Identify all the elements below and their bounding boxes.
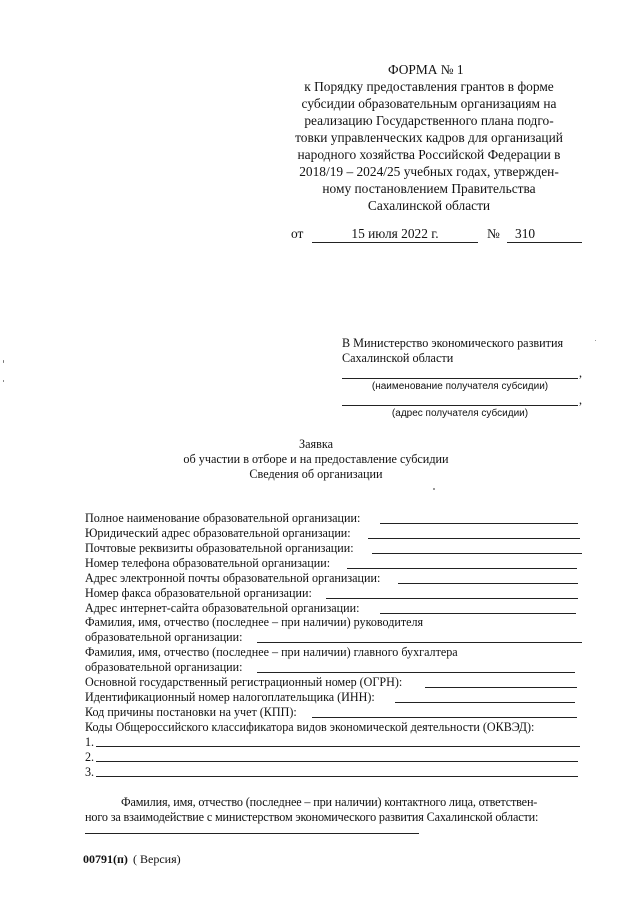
field-director-label-cont: образовательной организации: (85, 630, 243, 644)
field-okved-label: Коды Общероссийского классификатора видов экономической деятельности (ОКВЭД): (85, 720, 535, 734)
footer-code: 00791(п) (83, 852, 128, 866)
recipient-address-field[interactable] (342, 405, 578, 406)
field-director-label: Фамилия, имя, отчество (последнее – при наличии) руководителя (85, 615, 424, 629)
field-inn-label: Идентификационный номер налогоплательщика (ИНН): (85, 690, 375, 704)
preamble-line: 2018/19 – 2024/25 учебных годах, утвержден- (299, 164, 559, 179)
field-full-name-input[interactable] (380, 523, 578, 524)
number-prefix: № (487, 226, 500, 241)
preamble-line: субсидии образовательным организациям на (301, 96, 557, 111)
field-fax-label: Номер факса образовательной организации: (85, 586, 312, 600)
field-kpp-input[interactable] (312, 717, 577, 718)
field-full-name-label: Полное наименование образовательной организации: (85, 511, 361, 525)
number-underline (507, 242, 582, 243)
doc-title: Заявка (298, 437, 334, 451)
contact-line-2: ного за взаимодействие с министерством экономического развития Сахалинской области: (85, 810, 539, 824)
field-website-input[interactable] (380, 613, 576, 614)
field-accountant-label-cont: образовательной организации: (85, 660, 243, 674)
scan-speck (3, 360, 4, 363)
approval-number: 310 (515, 226, 536, 241)
scan-speck (433, 488, 435, 490)
field-legal-address-label: Юридический адрес образовательной организации: (85, 526, 351, 540)
okved-item-input[interactable] (96, 761, 578, 762)
okved-item-number: 1. (85, 735, 95, 749)
scan-speck (3, 380, 4, 382)
addressee-line-1: В Министерство экономического развития (342, 336, 564, 350)
date-underline (312, 242, 478, 243)
date-prefix: от (291, 226, 304, 241)
preamble-line: товки управленческих кадров для организаций (295, 130, 563, 145)
field-email-input[interactable] (398, 583, 578, 584)
okved-item-input[interactable] (96, 746, 580, 747)
preamble-line: реализацию Государственного плана подго- (304, 113, 554, 128)
field-accountant-label: Фамилия, имя, отчество (последнее – при наличии) главного бухгалтера (85, 645, 458, 659)
preamble-line: народного хозяйства Российской Федерации в (297, 147, 561, 162)
address-comma: , (579, 393, 583, 407)
scan-speck (595, 340, 596, 341)
field-postal-details-input[interactable] (372, 553, 582, 554)
field-phone-label: Номер телефона образовательной организации: (85, 556, 331, 570)
recipient-caption: (наименование получателя субсидии) (371, 381, 549, 392)
form-title: ФОРМА № 1 (388, 62, 464, 77)
field-legal-address-input[interactable] (368, 538, 580, 539)
contact-line-1: Фамилия, имя, отчество (последнее – при наличии) контактного лица, ответствен- (121, 795, 538, 809)
field-director-input[interactable] (257, 642, 582, 643)
field-phone-input[interactable] (347, 568, 577, 569)
footer-version: ( Версия) (133, 852, 181, 866)
recipient-name-field[interactable] (342, 378, 578, 379)
recipient-comma: , (579, 366, 583, 380)
addressee-line-2: Сахалинской области (342, 351, 454, 365)
contact-person-input[interactable] (85, 833, 419, 834)
preamble-line: к Порядку предоставления грантов в форме (304, 79, 554, 94)
okved-item-number: 2. (85, 750, 95, 764)
preamble (270, 78, 588, 214)
field-accountant-input[interactable] (257, 672, 575, 673)
okved-item-input[interactable] (96, 776, 578, 777)
field-inn-input[interactable] (395, 702, 575, 703)
field-email-label: Адрес электронной почты образовательной организации: (85, 571, 381, 585)
field-fax-input[interactable] (326, 598, 578, 599)
preamble-line: Сахалинской области (367, 198, 491, 213)
field-ogrn-label: Основной государственный регистрационный номер (ОГРН): (85, 675, 403, 689)
doc-section-title: Сведения об организации (249, 467, 383, 481)
preamble-line: ному постановлением Правительства (322, 181, 536, 196)
doc-subtitle: об участии в отборе и на предоставление субсидии (183, 452, 449, 466)
okved-item-number: 3. (85, 765, 95, 779)
address-caption: (адрес получателя субсидии) (391, 408, 529, 419)
field-postal-details-label: Почтовые реквизиты образовательной организации: (85, 541, 354, 555)
field-kpp-label: Код причины постановки на учет (КПП): (85, 705, 297, 719)
field-ogrn-input[interactable] (425, 687, 577, 688)
field-website-label: Адрес интернет-сайта образовательной организации: (85, 601, 360, 615)
approval-date: 15 июля 2022 г. (351, 226, 439, 241)
